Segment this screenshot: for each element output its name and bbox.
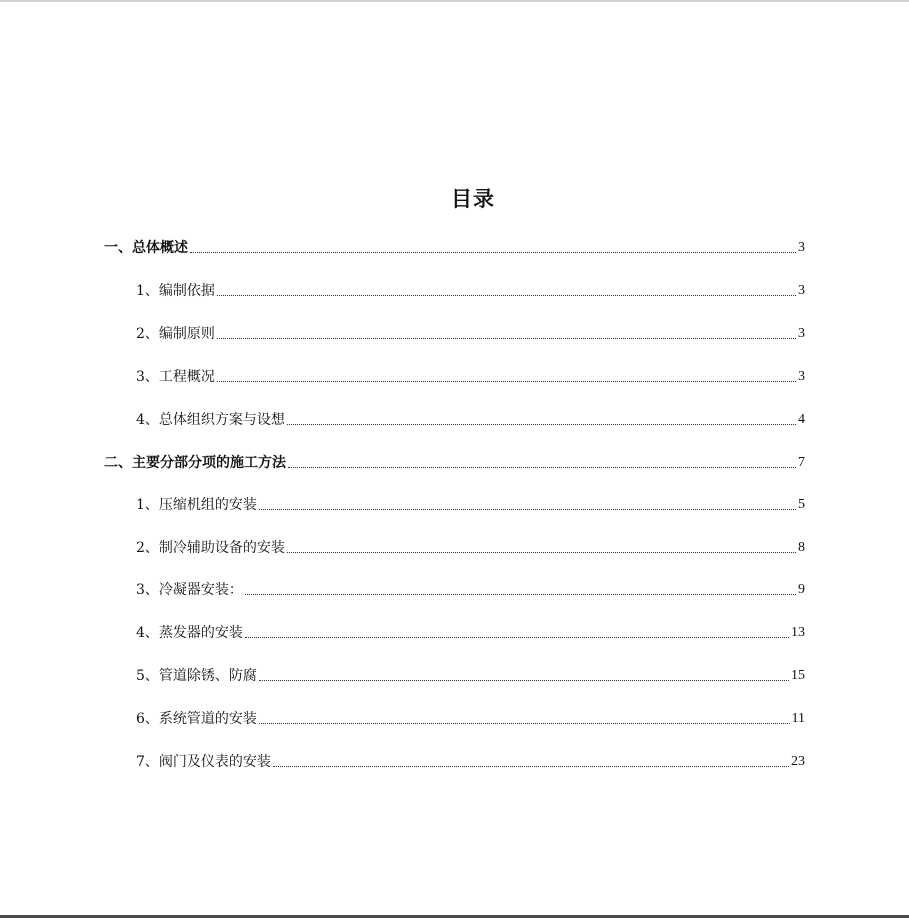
toc-entry-2-4[interactable] [136,623,805,643]
toc-dot-leader [217,338,796,339]
toc-dot-leader [259,680,789,681]
toc-entry-2-5[interactable] [136,666,805,686]
toc-entry-2-6[interactable] [136,709,805,729]
toc-dot-leader [273,766,789,767]
toc-entry-label: 7、阀门及仪表的安装 [136,754,271,770]
toc-dot-leader [190,252,796,253]
toc-entry-label: 二、主要分部分项的施工方法 [104,455,286,471]
toc-dot-leader [217,381,796,382]
toc-entry-page: 3 [798,369,805,384]
toc-entry-label: 2、制冷辅助设备的安装 [136,540,285,556]
toc-entry-label: 6、系统管道的安装 [136,711,257,727]
toc-entry-section-1[interactable] [104,238,805,258]
toc-entry-page: 3 [798,326,805,341]
page-bottom-border [0,915,909,918]
toc-entry-1-3[interactable] [136,367,805,387]
document-title: 目录 [451,187,495,211]
toc-dot-leader [287,424,796,425]
toc-entry-page: 5 [798,497,805,512]
toc-entry-label: 1、编制依据 [136,283,215,299]
toc-entry-label: 3、工程概况 [136,369,215,385]
toc-entry-page: 13 [791,625,805,640]
toc-entry-label: 3、冷凝器安装： [136,582,243,598]
toc-entry-page: 8 [798,540,805,555]
toc-entry-label: 5、管道除锈、防腐 [136,668,257,684]
toc-entry-1-2[interactable] [136,324,805,344]
toc-entry-label: 2、编制原则 [136,326,215,342]
toc-entry-page: 4 [798,412,805,427]
toc-entry-label: 1、压缩机组的安装 [136,497,257,513]
toc-entry-1-1[interactable] [136,281,805,301]
toc-entry-page: 3 [798,240,805,255]
toc-dot-leader [259,723,790,724]
toc-entry-page: 23 [791,754,805,769]
toc-entry-label: 4、蒸发器的安装 [136,625,243,641]
toc-dot-leader [287,552,796,553]
toc-entry-page: 15 [791,668,805,683]
toc-entry-label: 一、总体概述 [104,240,188,256]
toc-dot-leader [259,509,796,510]
toc-entry-2-3[interactable] [136,580,805,600]
toc-entry-page: 9 [798,582,805,597]
toc-entry-page: 7 [798,455,805,470]
toc-entry-page: 3 [798,283,805,298]
toc-entry-2-7[interactable] [136,752,805,772]
toc-entry-section-2[interactable] [104,453,805,473]
toc-entry-label: 4、总体组织方案与设想 [136,412,285,428]
toc-dot-leader [245,637,789,638]
toc-dot-leader [217,295,796,296]
toc-dot-leader [288,467,796,468]
toc-dot-leader [245,594,796,595]
toc-entry-2-2[interactable] [136,538,805,558]
toc-entry-1-4[interactable] [136,410,805,430]
toc-entry-page: 11 [791,711,805,726]
toc-entry-2-1[interactable] [136,495,805,515]
